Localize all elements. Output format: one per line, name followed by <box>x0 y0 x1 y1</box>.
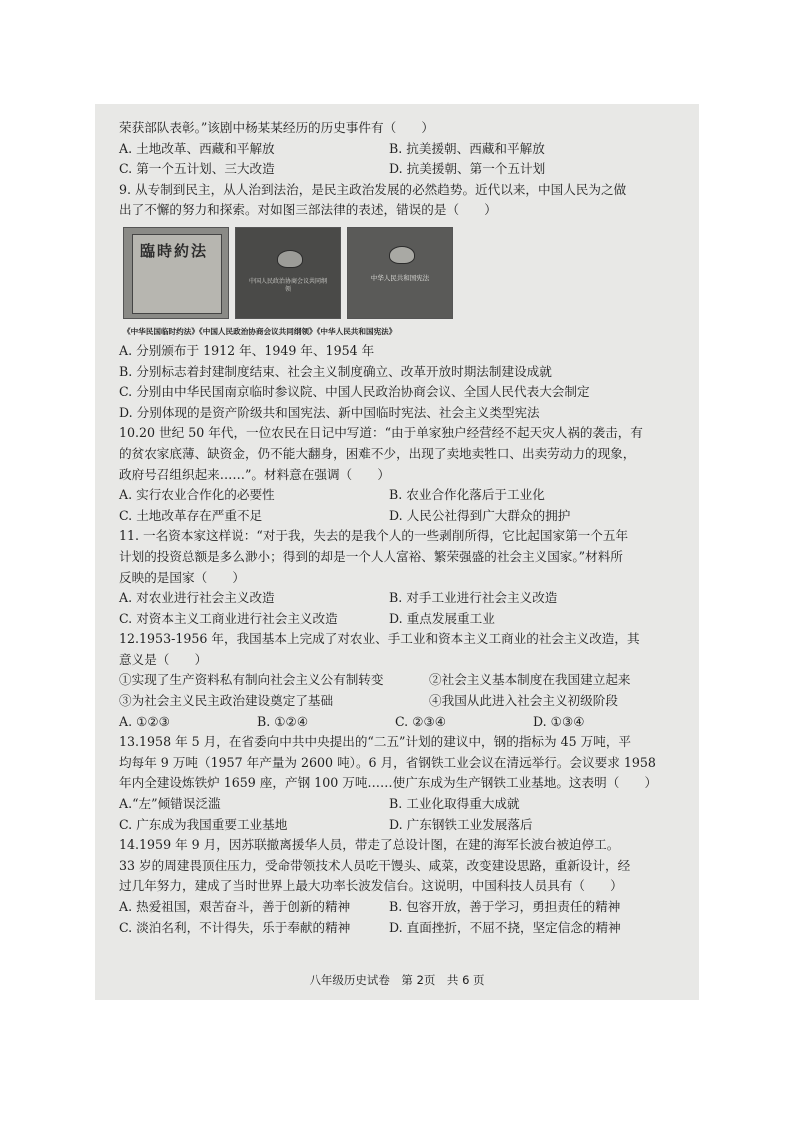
option-c: C. 土地改革存在严重不足 <box>119 507 263 523</box>
option-row <box>119 159 684 180</box>
question-stem: 政府号召组织起来……”。材料意在强调（ ） <box>119 466 390 482</box>
question-stem: 计划的投资总额是多么渺小；得到的却是一个人人富裕、繁荣强盛的社会主义国家。”材料所 <box>119 548 623 564</box>
option-d: D. ①③④ <box>533 713 585 729</box>
option-row <box>119 485 684 506</box>
cover-title: 中华人民共和国宪法 <box>370 273 430 282</box>
option-a: A.“左”倾错误泛滥 <box>119 796 221 812</box>
question-stem: 14.1959 年 9 月，因苏联撤离援华人员，带走了总设计图，在建的海军长波台被迫停工。 <box>119 837 620 853</box>
option-c: C. 淡泊名利，不计得失，乐于奉献的精神 <box>119 919 351 935</box>
option-a: A. 分别颁布于 1912 年、1949 年、1954 年 <box>119 342 375 358</box>
option-b: B. 工业化取得重大成就 <box>389 796 520 812</box>
law-images <box>123 227 684 321</box>
question-14 <box>119 835 684 938</box>
option-row <box>119 588 684 609</box>
statement-3: ③为社会主义民主政治建设奠定了基础 <box>119 693 334 709</box>
option-d: D. 抗美援朝、第一个五计划 <box>389 161 546 177</box>
question-8 <box>119 118 684 180</box>
statement-1: ①实现了生产资料私有制向社会主义公有制转变 <box>119 672 384 688</box>
option-d: D. 广东钢铁工业发展落后 <box>389 816 533 832</box>
question-stem: 的贫农家底薄、缺资金，仍不能大翻身，困难不少，出现了卖地卖牲口、出卖劳动力的现象， <box>119 445 636 461</box>
exam-content <box>119 118 684 938</box>
question-9 <box>119 180 684 424</box>
question-12 <box>119 629 684 732</box>
statement-4: ④我国从此进入社会主义初级阶段 <box>429 693 618 709</box>
option-a: A. 对农业进行社会主义改造 <box>119 590 275 606</box>
question-stem: 反映的是国家（ ） <box>119 569 245 585</box>
option-c: C. 广东成为我国重要工业基地 <box>119 816 288 832</box>
option-row <box>119 506 684 527</box>
statement-2: ②社会主义基本制度在我国建立起来 <box>429 672 631 688</box>
page-footer: 八年级历史试卷 第 2页 共 6 页 <box>309 973 485 987</box>
cover-title: 中国人民政治协商会议共同纲领 <box>248 277 327 293</box>
question-stem: 9. 从专制到民主，从人治到法治，是民主政治发展的必然趋势。近代以来，中国人民为之做 <box>119 181 627 197</box>
option-d: D. 人民公社得到广大群众的拥护 <box>389 507 571 523</box>
statement-row <box>119 670 684 691</box>
provisional-constitution-image <box>123 227 229 319</box>
option-c: C. 对资本主义工商业进行社会主义改造 <box>119 610 338 626</box>
question-11 <box>119 526 684 629</box>
option-row <box>119 794 684 815</box>
question-stem: 均每年 9 万吨（1957 年产量为 2600 吨）。6 月，省钢铁工业会议在清远举行。会议要求 1958 <box>119 754 656 770</box>
constitution-image <box>347 227 453 319</box>
question-stem: 10.20 世纪 50 年代，一位农民在日记中写道：“由于单家独户经营经不起天灾人祸的袭击，有 <box>119 425 643 441</box>
option-d: D. 直面挫折，不屈不挠，坚定信念的精神 <box>389 919 621 935</box>
question-stem: 过几年努力，建成了当时世界上最大功率长波发信台。这说明，中国科技人员具有（ ） <box>119 878 623 894</box>
option-d: D. 分别体现的是资产阶级共和国宪法、新中国临时宪法、社会主义类型宪法 <box>119 404 540 420</box>
question-stem: 11. 一名资本家这样说：“对于我，失去的是我个人的一些剥削所得，它比起国家第一个五年 <box>119 528 629 544</box>
question-stem: 33 岁的周建畏顶住压力，受命带领技术人员吃干馒头、咸菜，改变建设思路，重新设计，经 <box>119 857 631 873</box>
statement-row <box>119 691 684 712</box>
option-b: B. 对手工业进行社会主义改造 <box>389 590 558 606</box>
image-caption: 《中华民国临时约法》《中国人民政治协商会议共同纲领》《中华人民共和国宪法》 <box>123 326 397 336</box>
option-c: C. 分别由中华民国南京临时参议院、中国人民政治协商会议、全国人民代表大会制定 <box>119 384 590 400</box>
question-stem: 年内全建设炼铁炉 1659 座，产钢 100 万吨……使广东成为生产钢铁工业基地。这表明（ ） <box>119 775 658 791</box>
option-a: A. 土地改革、西藏和平解放 <box>119 140 275 156</box>
emblem-icon <box>389 246 415 264</box>
option-c: C. ②③④ <box>395 713 447 729</box>
option-b: B. 分别标志着封建制度结束、社会主义制度确立、改革开放时期法制建设成就 <box>119 363 552 379</box>
question-10 <box>119 423 684 526</box>
cover-title: 臨時約法 <box>140 241 209 260</box>
question-stem: 12.1953-1956 年，我国基本上完成了对农业、手工业和资本主义工商业的社会主义改造，其 <box>119 631 640 647</box>
question-stem: 出了不懈的努力和探索。对如图三部法律的表述，错误的是（ ） <box>119 202 497 218</box>
option-b: B. 农业合作化落后于工业化 <box>389 487 545 503</box>
option-d: D. 重点发展重工业 <box>389 610 495 626</box>
question-13 <box>119 732 684 835</box>
option-b: B. 抗美援朝、西藏和平解放 <box>389 140 545 156</box>
option-row <box>119 918 684 939</box>
option-b: B. 包容开放，善于学习，勇担责任的精神 <box>389 899 621 914</box>
common-program-image <box>235 227 341 319</box>
option-c: C. 第一个五计划、三大改造 <box>119 161 275 177</box>
option-a: A. 实行农业合作化的必要性 <box>119 487 275 503</box>
option-a: A. ①②③ <box>119 713 170 729</box>
exam-page <box>95 104 699 1000</box>
option-row <box>119 609 684 630</box>
option-row <box>119 139 684 160</box>
option-row <box>119 712 684 733</box>
option-a: A. 热爱祖国，艰苦奋斗，善于创新的精神 <box>119 899 351 914</box>
question-stem: 荣获部队表彰。”该剧中杨某某经历的历史事件有（ ） <box>119 120 434 135</box>
option-row <box>119 897 684 918</box>
option-b: B. ①②④ <box>257 713 309 729</box>
question-stem: 13.1958 年 5 月，在省委向中共中央提出的“二五”计划的建议中，钢的指标为 45 万吨，平 <box>119 734 632 750</box>
emblem-icon <box>277 250 303 268</box>
question-stem: 意义是（ ） <box>119 651 208 667</box>
option-row <box>119 815 684 836</box>
